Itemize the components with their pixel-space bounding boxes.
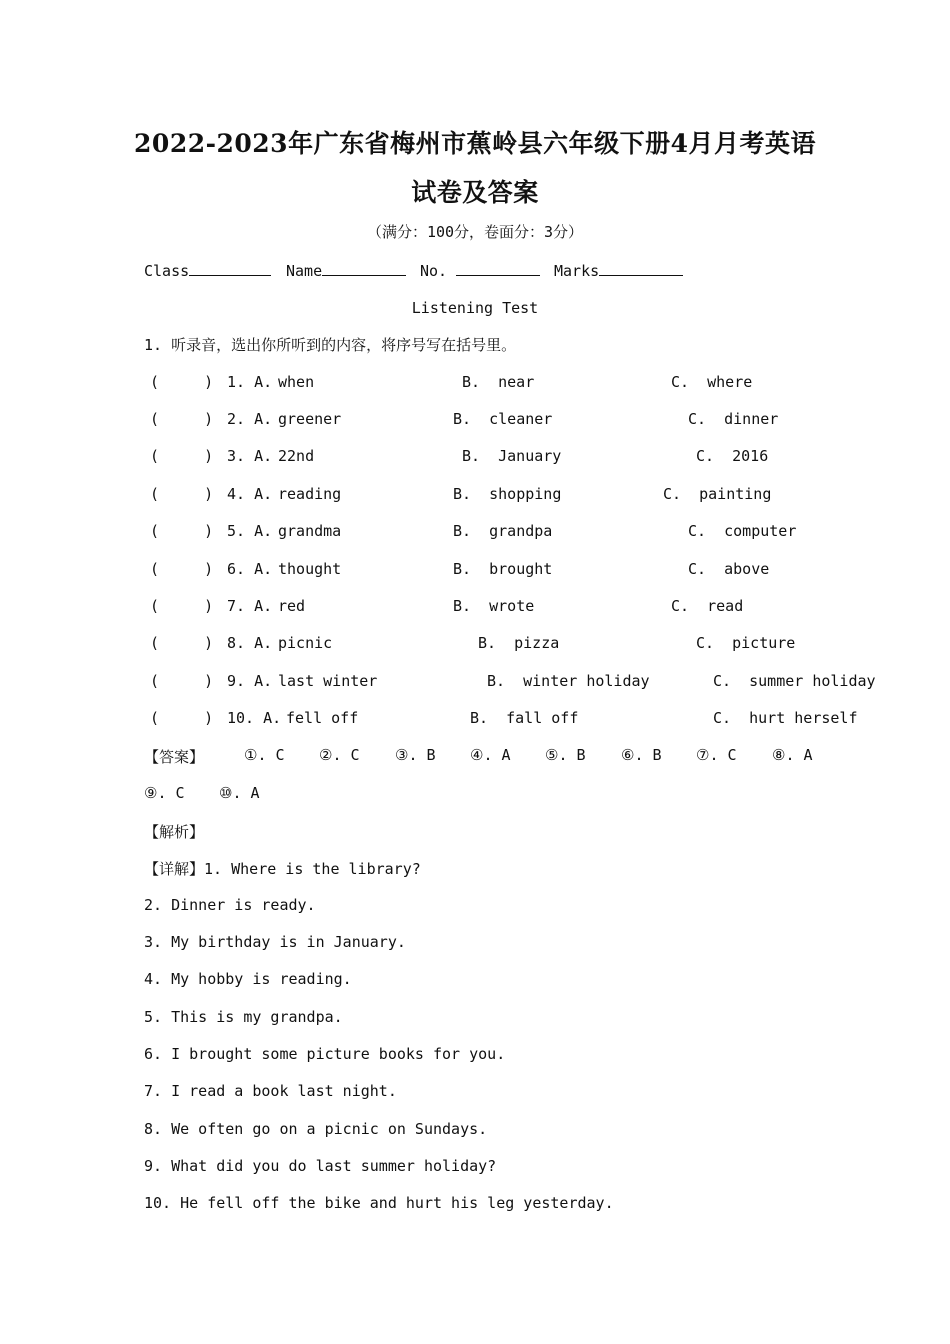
option-c: C. 2016 xyxy=(696,447,769,465)
detail-line: 2. Dinner is ready. xyxy=(144,896,316,914)
detail-label: 【详解】 xyxy=(144,860,205,878)
option-a: when xyxy=(278,373,315,391)
question-number: 8. A. xyxy=(227,634,273,652)
option-a: red xyxy=(278,597,306,615)
answer-parens: ( ) xyxy=(150,522,214,540)
option-b: B. near xyxy=(462,373,535,391)
answer-item: ④. A xyxy=(470,746,511,764)
option-c: C. computer xyxy=(688,522,797,540)
detail-text: 1. Where is the library? xyxy=(204,860,421,878)
option-c: C. dinner xyxy=(688,410,779,428)
marks-label: Marks xyxy=(554,262,600,280)
question-row xyxy=(0,709,950,731)
instruction: 1. 听录音，选出你所听到的内容，将序号写在括号里。 xyxy=(144,336,517,354)
answer-parens: ( ) xyxy=(150,410,214,428)
option-c: C. above xyxy=(688,560,770,578)
answer-parens: ( ) xyxy=(150,485,214,503)
detail-line xyxy=(144,858,421,879)
question-row xyxy=(0,485,950,507)
detail-line: 4. My hobby is reading. xyxy=(144,970,352,988)
answer-item: ⑤. B xyxy=(545,746,586,764)
option-a: last winter xyxy=(278,672,378,690)
answer-parens: ( ) xyxy=(150,634,214,652)
question-number: 2. A. xyxy=(227,410,273,428)
answer-parens: ( ) xyxy=(150,672,214,690)
option-b: B. fall off xyxy=(470,709,579,727)
question-number: 9. A. xyxy=(227,672,273,690)
section-title: Listening Test xyxy=(411,299,539,317)
question-row xyxy=(0,597,950,619)
class-field xyxy=(144,261,271,280)
question-number: 7. A. xyxy=(227,597,273,615)
answer-parens: ( ) xyxy=(150,709,214,727)
detail-line: 7. I read a book last night. xyxy=(144,1082,397,1100)
name-field xyxy=(286,261,406,280)
option-b: B. pizza xyxy=(478,634,560,652)
class-blank xyxy=(189,261,271,276)
option-c: C. hurt herself xyxy=(713,709,858,727)
option-c: C. summer holiday xyxy=(713,672,876,690)
question-number: 1. A. xyxy=(227,373,273,391)
option-b: B. January xyxy=(462,447,562,465)
option-c: C. read xyxy=(671,597,744,615)
answer-item: ⑦. C xyxy=(696,746,737,764)
name-blank xyxy=(322,261,406,276)
name-label: Name xyxy=(286,262,323,280)
marks-blank xyxy=(599,261,683,276)
detail-line: 9. What did you do last summer holiday? xyxy=(144,1157,497,1175)
question-number: 6. A. xyxy=(227,560,273,578)
question-row xyxy=(0,672,950,694)
answer-label: 【答案】 xyxy=(144,748,205,766)
option-b: B. brought xyxy=(453,560,553,578)
analysis-label: 【解析】 xyxy=(144,823,205,841)
question-row xyxy=(0,373,950,395)
answer-item: ⑧. A xyxy=(772,746,813,764)
answer-item: ⑥. B xyxy=(621,746,662,764)
option-c: C. picture xyxy=(696,634,796,652)
answer-item: ⑨. C xyxy=(144,784,185,802)
detail-line: 8. We often go on a picnic on Sundays. xyxy=(144,1120,488,1138)
option-b: B. grandpa xyxy=(453,522,553,540)
option-c: C. painting xyxy=(663,485,772,503)
option-a: 22nd xyxy=(278,447,315,465)
no-blank xyxy=(456,261,540,276)
no-label: No. xyxy=(420,262,448,280)
score-info: （满分：100分，卷面分：3分） xyxy=(366,223,584,241)
question-number: 10. A. xyxy=(227,709,282,727)
question-row xyxy=(0,447,950,469)
detail-line: 3. My birthday is in January. xyxy=(144,933,406,951)
answer-item: ③. B xyxy=(395,746,436,764)
marks-field xyxy=(554,261,683,280)
option-a: thought xyxy=(278,560,342,578)
answer-parens: ( ) xyxy=(150,560,214,578)
option-a: grandma xyxy=(278,522,342,540)
question-row xyxy=(0,560,950,582)
option-a: reading xyxy=(278,485,342,503)
question-row xyxy=(0,522,950,544)
question-row xyxy=(0,410,950,432)
detail-line: 6. I brought some picture books for you. xyxy=(144,1045,506,1063)
exam-title-line2: 试卷及答案 xyxy=(411,178,539,207)
option-a: picnic xyxy=(278,634,333,652)
detail-line: 5. This is my grandpa. xyxy=(144,1008,343,1026)
option-b: B. wrote xyxy=(453,597,535,615)
no-field xyxy=(420,261,540,280)
option-a: fell off xyxy=(286,709,359,727)
option-c: C. where xyxy=(671,373,753,391)
option-b: B. winter holiday xyxy=(487,672,650,690)
class-label: Class xyxy=(144,262,190,280)
option-b: B. cleaner xyxy=(453,410,553,428)
answer-parens: ( ) xyxy=(150,373,214,391)
question-number: 4. A. xyxy=(227,485,273,503)
question-row xyxy=(0,634,950,656)
answer-parens: ( ) xyxy=(150,597,214,615)
question-number: 5. A. xyxy=(227,522,273,540)
option-a: greener xyxy=(278,410,342,428)
detail-line: 10. He fell off the bike and hurt his leg yesterday. xyxy=(144,1194,614,1212)
answer-item: ②. C xyxy=(319,746,360,764)
answer-item: ①. C xyxy=(244,746,285,764)
exam-title-line1: 2022-2023年广东省梅州市蕉岭县六年级下册4月月考英语 xyxy=(134,129,816,158)
option-b: B. shopping xyxy=(453,485,562,503)
answer-item: ⑩. A xyxy=(219,784,260,802)
question-number: 3. A. xyxy=(227,447,273,465)
answer-parens: ( ) xyxy=(150,447,214,465)
